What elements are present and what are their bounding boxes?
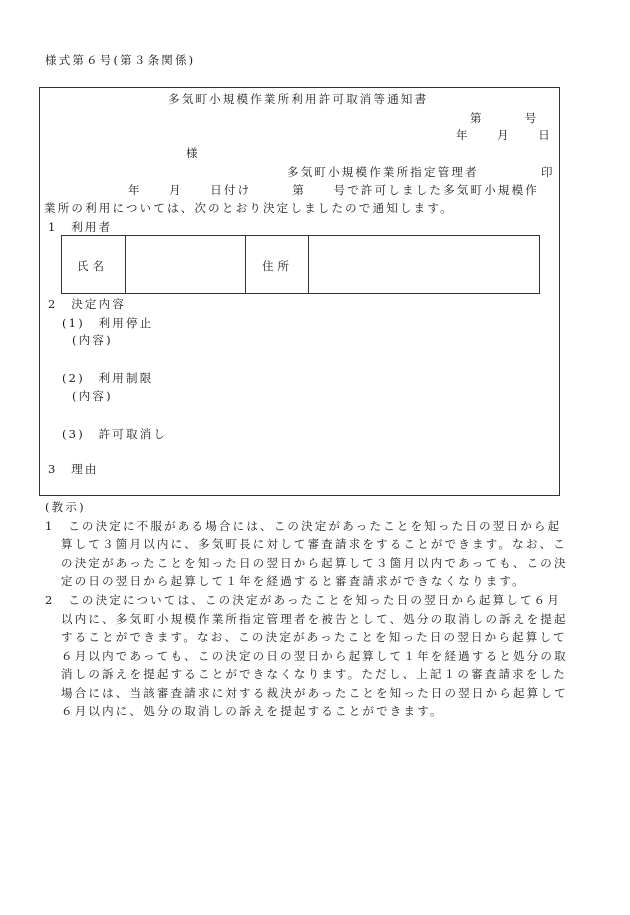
document-date: 年 月 日 bbox=[456, 128, 552, 142]
instruction-line: 場合には、当該審査請求に対する裁決があったことを知った日の翌日から起算して bbox=[61, 686, 568, 700]
document-number: 第 号 bbox=[470, 111, 539, 125]
decision-item-restriction: (2) 利用制限 bbox=[62, 371, 154, 385]
notice-title: 多気町小規模作業所利用許可取消等通知書 bbox=[168, 92, 429, 106]
instruction-line: ６月以内に、処分の取消しの訴えを提起することができます。 bbox=[61, 704, 444, 718]
instruction-line: することができます。なお、この決定があったことを知った日の翌日から起算して bbox=[61, 630, 567, 644]
sender-name: 多気町小規模作業所指定管理者 bbox=[287, 165, 479, 179]
instruction-line: 定の日の翌日から起算して１年を経過すると審査請求ができなくなります。 bbox=[61, 574, 526, 588]
form-reference: 様式第６号(第３条関係) bbox=[45, 53, 196, 67]
instructions-heading: (教示) bbox=[45, 500, 86, 514]
section-decision-heading: 2 決定内容 bbox=[48, 297, 127, 311]
section-reason-heading: 3 理由 bbox=[48, 462, 99, 476]
seal-mark: 印 bbox=[541, 165, 553, 179]
address-label: 住所 bbox=[262, 259, 293, 273]
addressee-suffix: 様 bbox=[186, 146, 198, 160]
instruction-line: ６月以内であっても、この決定の日の翌日から起算して１年を経過すると処分の取 bbox=[61, 649, 568, 663]
section-user-heading: 1 利用者 bbox=[48, 220, 113, 234]
instruction-line: の決定があったことを知った日の翌日から起算して３箇月以内であっても、この決 bbox=[61, 556, 568, 570]
notice-body-line-2: 業所の利用については、次のとおり決定しましたので通知します。 bbox=[44, 201, 454, 215]
decision-item-suspension-detail: (内容) bbox=[72, 333, 113, 347]
notice-body-line-1: 年 月 日付け 第 号で許可しました多気町小規模作 bbox=[128, 183, 539, 197]
name-label: 氏名 bbox=[77, 259, 108, 273]
decision-item-revocation: (3) 許可取消し bbox=[62, 427, 168, 441]
instruction-line: 算して３箇月以内に、多気町長に対して審査請求をすることができます。なお、こ bbox=[61, 537, 567, 551]
user-table bbox=[61, 235, 540, 294]
instruction-line: 2 この決定については、この決定があったことを知った日の翌日から起算して６月 bbox=[45, 593, 562, 607]
instruction-line: 以内に、多気町小規模作業所指定管理者を被告として、処分の取消しの訴えを提起 bbox=[61, 612, 568, 626]
instruction-line: 消しの訴えを提起することができなくなります。ただし、上記１の審査請求をした bbox=[61, 667, 567, 681]
instruction-line: 1 この決定に不服がある場合には、この決定があったことを知った日の翌日から起 bbox=[45, 519, 562, 533]
decision-item-suspension: (1) 利用停止 bbox=[62, 316, 154, 330]
decision-item-restriction-detail: (内容) bbox=[72, 389, 113, 403]
